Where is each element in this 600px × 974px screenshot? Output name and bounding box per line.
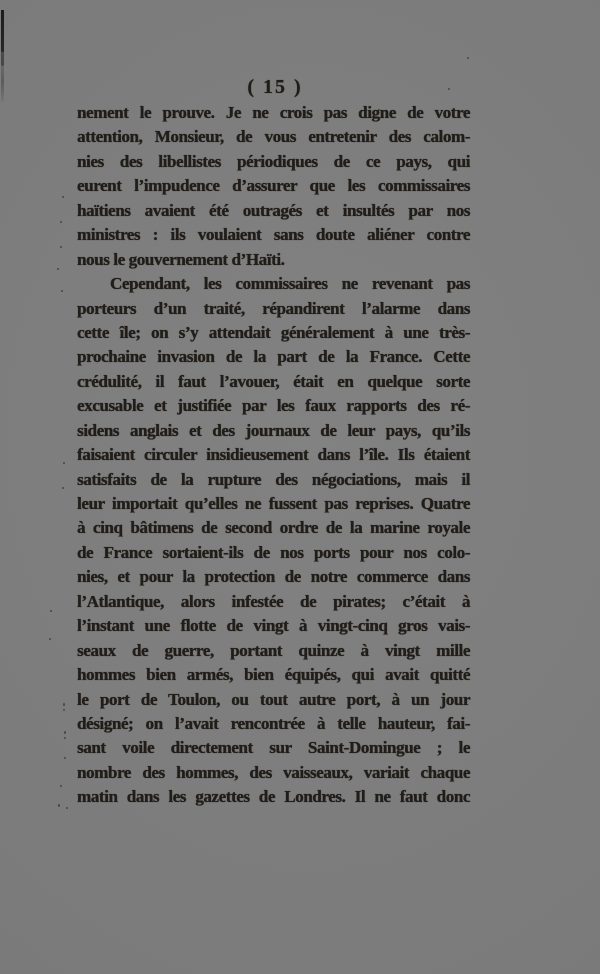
text-line: hommes bien armés, bien équipés, qui avait quitté xyxy=(77,665,470,685)
scan-speck xyxy=(467,57,469,59)
scan-speck xyxy=(62,196,64,198)
text-column xyxy=(77,101,470,810)
text-line: leur importait qu’elles ne fussent pas reprises. Quatre xyxy=(77,494,470,513)
page-number: ( 15 ) xyxy=(247,76,303,98)
text-line: seaux de guerre, portant quinze à vingt mille xyxy=(77,640,470,660)
text-line: prochaine invasion de la part de la France. Cette xyxy=(77,347,470,367)
text-line: ministres : ils voulaient sans doute aliéner contre xyxy=(77,225,470,245)
text-line: sant voile directement sur Saint-Domingue ; le xyxy=(77,738,470,758)
scan-speck xyxy=(64,737,66,739)
text-line: excusable et justifiée par les faux rapports des ré- xyxy=(77,396,470,416)
paragraph xyxy=(77,272,470,810)
scan-speck xyxy=(60,785,62,787)
scan-speck xyxy=(448,88,450,90)
text-line: nement le prouve. Je ne crois pas digne de votre xyxy=(77,103,470,122)
scan-speck xyxy=(60,246,62,248)
text-line: l’Atlantique, alors infestée de pirates; c’était à xyxy=(77,591,470,611)
text-line: le port de Toulon, ou tout autre port, à un jour xyxy=(77,689,470,709)
scan-speck xyxy=(66,807,68,809)
scan-speck xyxy=(61,290,63,292)
scan-speck xyxy=(60,221,62,223)
scan-speck xyxy=(49,638,51,640)
scan-speck xyxy=(58,804,60,807)
scan-speck xyxy=(63,709,65,711)
scan-speck xyxy=(63,703,65,706)
text-line: porteurs d’un traité, répandirent l’alarme dans xyxy=(77,298,470,318)
scan-speck xyxy=(64,731,66,734)
text-line: Cependant, les commissaires ne revenant pas xyxy=(110,274,470,294)
scan-speck xyxy=(64,757,66,759)
text-line: haïtiens avaient été outragés et insultés par nos xyxy=(77,200,470,220)
text-line: nies, et pour la protection de notre commerce dans xyxy=(77,567,470,587)
scan-speck xyxy=(57,268,59,270)
text-line: l’instant une flotte de vingt à vingt-cinq gros vais- xyxy=(77,616,470,636)
scan-speck xyxy=(63,462,65,464)
text-line: matin dans les gazettes de Londres. Il ne faut donc xyxy=(77,787,470,807)
text-line: nous le gouvernement d’Haïti. xyxy=(77,249,285,269)
text-line: attention, Monsieur, de vous entretenir des calom- xyxy=(77,127,470,147)
text-line: sidens anglais et des journaux de leur pays, qu’ils xyxy=(77,420,470,440)
text-line: nies des libellistes périodiques de ce pays, qui xyxy=(77,151,470,171)
text-line: nombre des hommes, des vaisseaux, variait chaque xyxy=(77,762,470,782)
text-line: eurent l’impudence d’assurer que les commissaires xyxy=(77,176,470,196)
scan-speck xyxy=(50,610,52,612)
text-line: cette île; on s’y attendait généralement à une très- xyxy=(77,322,470,342)
scan-speck xyxy=(62,487,64,489)
text-line: désigné; on l’avait rencontrée à telle hauteur, fai- xyxy=(77,713,470,733)
paragraph xyxy=(77,101,470,272)
text-line: crédulité, il faut l’avouer, était en quelque sorte xyxy=(77,371,470,391)
text-line: faisaient circuler insidieusement dans l’île. Ils étaient xyxy=(77,445,470,465)
text-line: de France sortaient-ils de nos ports pour nos colo- xyxy=(77,542,470,562)
text-line: satisfaits de la rupture des négociations, mais il xyxy=(77,469,470,489)
text-line: à cinq bâtimens de second ordre de la marine royale xyxy=(77,518,470,538)
